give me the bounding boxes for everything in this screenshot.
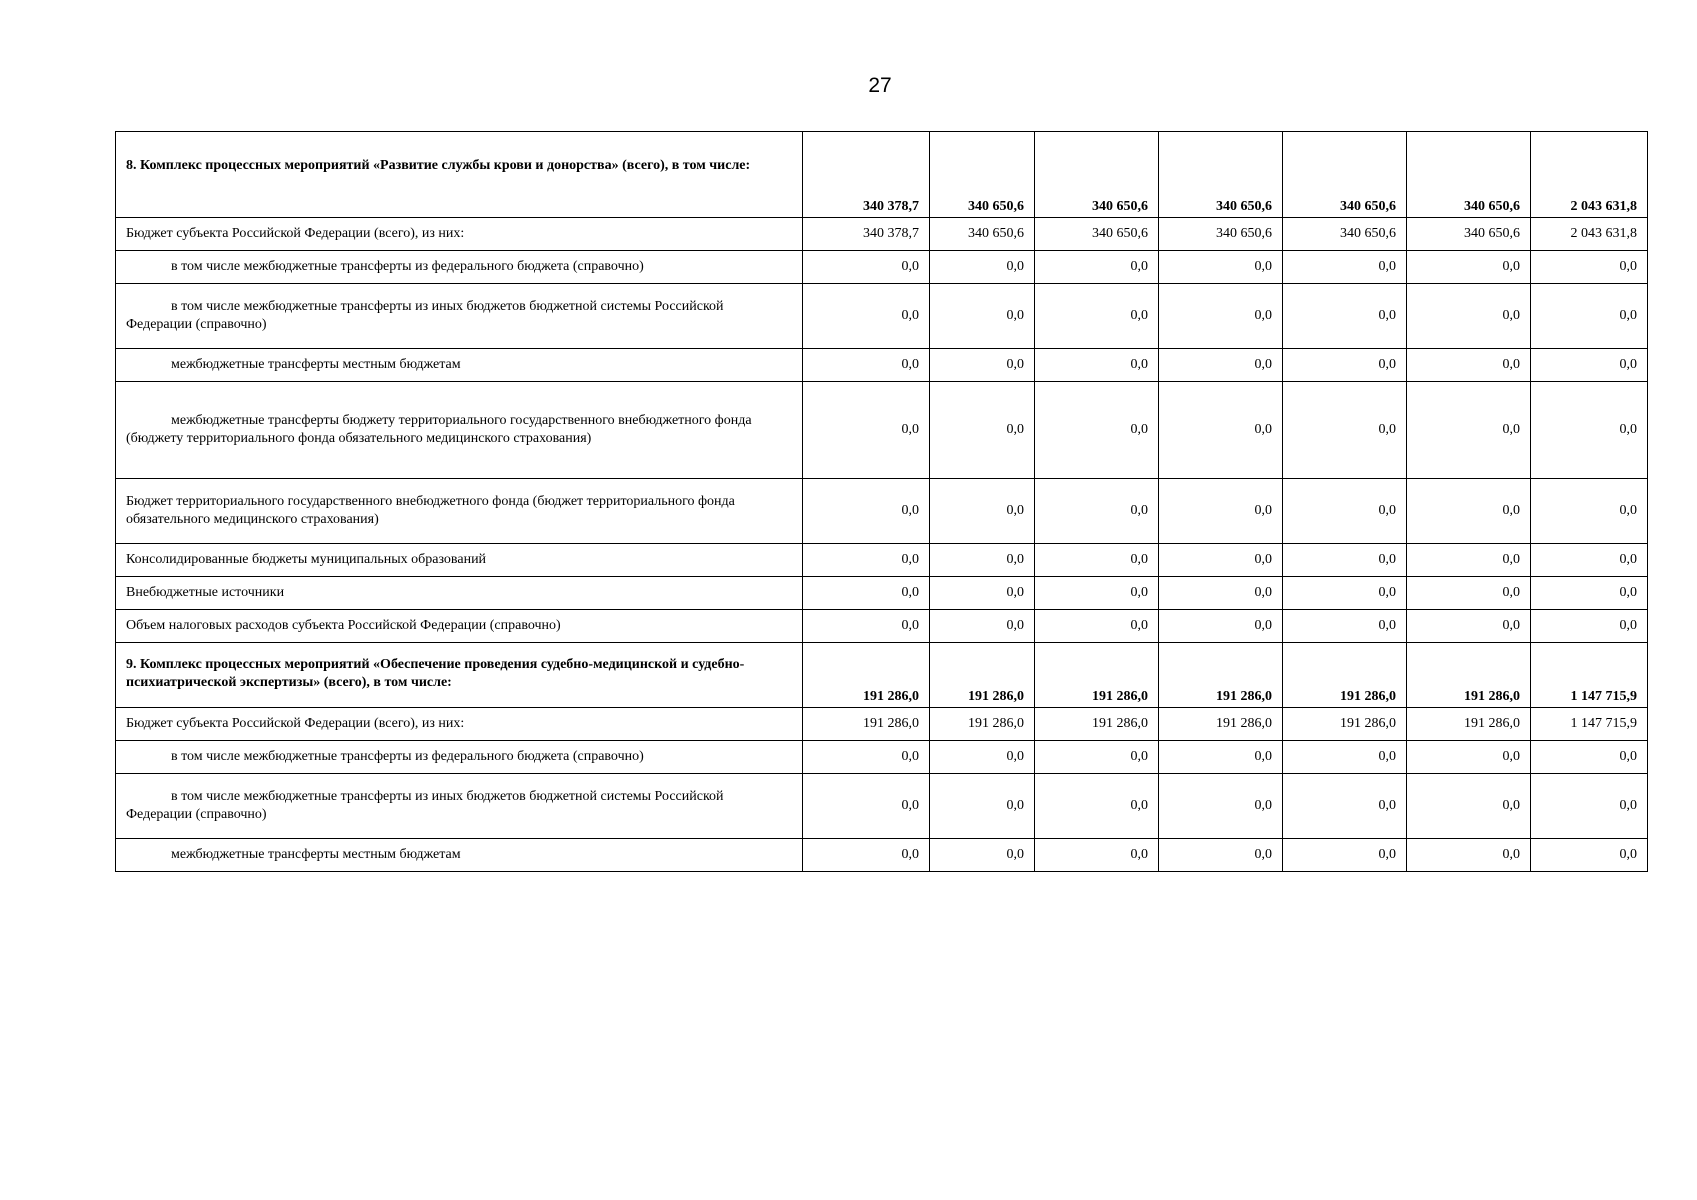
value-cell: 0,0: [1407, 479, 1531, 544]
value-cell: 0,0: [1283, 577, 1407, 610]
value-cell: 0,0: [803, 349, 930, 382]
value-cell: 0,0: [803, 774, 930, 839]
value-cell: 340 650,6: [1407, 132, 1531, 218]
value-cell: 0,0: [1159, 839, 1283, 872]
value-cell: 0,0: [930, 774, 1035, 839]
value-cell: 0,0: [1035, 349, 1159, 382]
value-cell: 0,0: [1407, 251, 1531, 284]
row-label: межбюджетные трансферты бюджету территориального государственного внебюджетного фонда (бюджету территориального фонда обязательного медицинского страхования): [116, 382, 803, 479]
value-cell: 340 650,6: [1407, 218, 1531, 251]
value-cell: 0,0: [1035, 577, 1159, 610]
row-label: межбюджетные трансферты местным бюджетам: [116, 349, 803, 382]
value-cell: 0,0: [1531, 284, 1648, 349]
value-cell: 340 650,6: [1159, 218, 1283, 251]
value-cell: 0,0: [803, 382, 930, 479]
value-cell: 0,0: [1159, 284, 1283, 349]
value-cell: 0,0: [1035, 284, 1159, 349]
value-cell: 0,0: [1531, 349, 1648, 382]
value-cell: 0,0: [1531, 544, 1648, 577]
value-cell: 191 286,0: [1283, 708, 1407, 741]
value-cell: 2 043 631,8: [1531, 218, 1648, 251]
table-row-section-9: [116, 643, 1648, 708]
table-row: [116, 544, 1648, 577]
value-cell: 0,0: [1035, 610, 1159, 643]
value-cell: 0,0: [1407, 382, 1531, 479]
value-cell: 0,0: [803, 284, 930, 349]
value-cell: 0,0: [1283, 284, 1407, 349]
value-cell: 0,0: [1531, 610, 1648, 643]
value-cell: 191 286,0: [1035, 708, 1159, 741]
value-cell: 340 650,6: [1159, 132, 1283, 218]
table-row: [116, 284, 1648, 349]
value-cell: 0,0: [1407, 544, 1531, 577]
value-cell: 0,0: [1035, 479, 1159, 544]
value-cell: 0,0: [1283, 610, 1407, 643]
value-cell: 0,0: [1283, 382, 1407, 479]
value-cell: 1 147 715,9: [1531, 643, 1648, 708]
row-label: Объем налоговых расходов субъекта Российской Федерации (справочно): [116, 610, 803, 643]
row-label: в том числе межбюджетные трансферты из федерального бюджета (справочно): [116, 251, 803, 284]
value-cell: 0,0: [1159, 479, 1283, 544]
value-cell: 2 043 631,8: [1531, 132, 1648, 218]
value-cell: 191 286,0: [1283, 643, 1407, 708]
value-cell: 1 147 715,9: [1531, 708, 1648, 741]
value-cell: 0,0: [1035, 382, 1159, 479]
value-cell: 0,0: [1407, 774, 1531, 839]
value-cell: 0,0: [1035, 251, 1159, 284]
table-row: [116, 577, 1648, 610]
value-cell: 191 286,0: [1159, 708, 1283, 741]
row-label: Бюджет субъекта Российской Федерации (всего), из них:: [116, 218, 803, 251]
table-row: [116, 349, 1648, 382]
value-cell: 0,0: [1035, 839, 1159, 872]
value-cell: 0,0: [930, 544, 1035, 577]
budget-table: [115, 131, 1648, 872]
value-cell: 0,0: [803, 251, 930, 284]
value-cell: 0,0: [930, 284, 1035, 349]
value-cell: 0,0: [1531, 774, 1648, 839]
value-cell: 0,0: [1159, 610, 1283, 643]
table-row: [116, 382, 1648, 479]
value-cell: 0,0: [1159, 577, 1283, 610]
value-cell: 0,0: [930, 741, 1035, 774]
value-cell: 191 286,0: [930, 708, 1035, 741]
value-cell: 191 286,0: [1407, 643, 1531, 708]
value-cell: 191 286,0: [803, 708, 930, 741]
table-row: [116, 479, 1648, 544]
value-cell: 340 378,7: [803, 218, 930, 251]
value-cell: 0,0: [1159, 741, 1283, 774]
value-cell: 0,0: [1283, 349, 1407, 382]
table-row: [116, 218, 1648, 251]
row-label: Бюджет территориального государственного внебюджетного фонда (бюджет территориального фонда обязательного медицинского страхования): [116, 479, 803, 544]
value-cell: 0,0: [803, 741, 930, 774]
value-cell: 340 650,6: [1283, 218, 1407, 251]
value-cell: 0,0: [1283, 479, 1407, 544]
value-cell: 0,0: [1035, 741, 1159, 774]
row-label: Бюджет субъекта Российской Федерации (всего), из них:: [116, 708, 803, 741]
table-row: [116, 839, 1648, 872]
value-cell: 0,0: [1407, 284, 1531, 349]
value-cell: 0,0: [1407, 349, 1531, 382]
value-cell: 340 650,6: [1035, 132, 1159, 218]
value-cell: 0,0: [1531, 741, 1648, 774]
row-label: в том числе межбюджетные трансферты из федерального бюджета (справочно): [116, 741, 803, 774]
value-cell: 0,0: [803, 577, 930, 610]
value-cell: 0,0: [1283, 774, 1407, 839]
table-row: [116, 774, 1648, 839]
value-cell: 0,0: [1531, 479, 1648, 544]
value-cell: 191 286,0: [930, 643, 1035, 708]
value-cell: 0,0: [803, 544, 930, 577]
table-row: [116, 741, 1648, 774]
table-row: [116, 251, 1648, 284]
table-row: [116, 610, 1648, 643]
value-cell: 340 650,6: [930, 218, 1035, 251]
row-label: межбюджетные трансферты местным бюджетам: [116, 839, 803, 872]
value-cell: 0,0: [1159, 774, 1283, 839]
value-cell: 0,0: [930, 610, 1035, 643]
value-cell: 0,0: [1035, 544, 1159, 577]
value-cell: 0,0: [1159, 544, 1283, 577]
value-cell: 0,0: [803, 479, 930, 544]
row-label: 9. Комплекс процессных мероприятий «Обеспечение проведения судебно-медицинской и судебно-психиатрической экспертизы» (всего), в том числе:: [116, 643, 803, 708]
row-label: Внебюджетные источники: [116, 577, 803, 610]
value-cell: 0,0: [803, 839, 930, 872]
value-cell: 0,0: [1159, 349, 1283, 382]
value-cell: 340 378,7: [803, 132, 930, 218]
value-cell: 0,0: [1531, 382, 1648, 479]
table-row-section-8: [116, 132, 1648, 218]
value-cell: 191 286,0: [1159, 643, 1283, 708]
value-cell: 0,0: [930, 479, 1035, 544]
table-row: [116, 708, 1648, 741]
value-cell: 0,0: [1283, 251, 1407, 284]
value-cell: 191 286,0: [803, 643, 930, 708]
row-label: Консолидированные бюджеты муниципальных образований: [116, 544, 803, 577]
value-cell: 0,0: [1283, 839, 1407, 872]
value-cell: 0,0: [1283, 544, 1407, 577]
value-cell: 0,0: [1407, 741, 1531, 774]
value-cell: 0,0: [930, 382, 1035, 479]
row-label: в том числе межбюджетные трансферты из иных бюджетов бюджетной системы Российской Федерации (справочно): [116, 284, 803, 349]
value-cell: 0,0: [1035, 774, 1159, 839]
value-cell: 0,0: [1531, 839, 1648, 872]
value-cell: 0,0: [930, 251, 1035, 284]
value-cell: 0,0: [803, 610, 930, 643]
value-cell: 0,0: [1159, 382, 1283, 479]
value-cell: 0,0: [1531, 577, 1648, 610]
value-cell: 0,0: [930, 839, 1035, 872]
page-number: 27: [868, 74, 892, 97]
value-cell: 0,0: [1407, 839, 1531, 872]
row-label: в том числе межбюджетные трансферты из иных бюджетов бюджетной системы Российской Федерации (справочно): [116, 774, 803, 839]
value-cell: 0,0: [930, 349, 1035, 382]
value-cell: 340 650,6: [930, 132, 1035, 218]
value-cell: 340 650,6: [1035, 218, 1159, 251]
value-cell: 340 650,6: [1283, 132, 1407, 218]
value-cell: 191 286,0: [1407, 708, 1531, 741]
row-label: 8. Комплекс процессных мероприятий «Развитие службы крови и донорства» (всего), в том числе:: [116, 132, 803, 218]
value-cell: 191 286,0: [1035, 643, 1159, 708]
value-cell: 0,0: [1407, 610, 1531, 643]
value-cell: 0,0: [1531, 251, 1648, 284]
value-cell: 0,0: [1407, 577, 1531, 610]
value-cell: 0,0: [1159, 251, 1283, 284]
value-cell: 0,0: [1283, 741, 1407, 774]
value-cell: 0,0: [930, 577, 1035, 610]
